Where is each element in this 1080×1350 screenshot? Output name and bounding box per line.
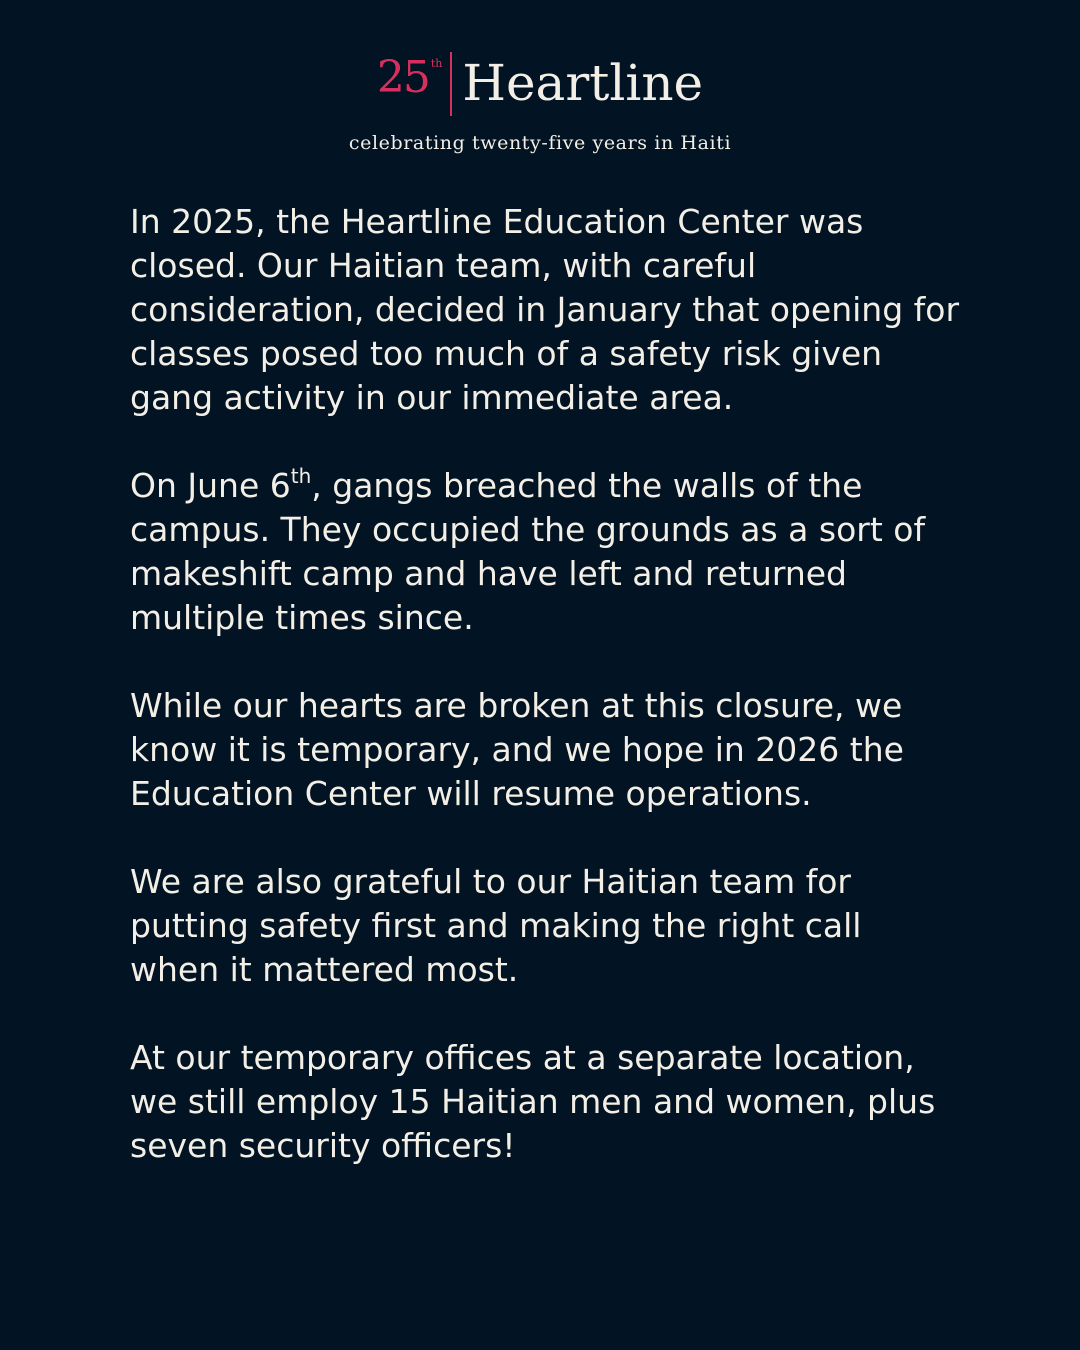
logo-tagline: celebrating twenty-five years in Haiti <box>348 132 732 154</box>
paragraph-breach <box>130 464 960 640</box>
date-ordinal-suffix: th <box>290 464 312 488</box>
logo <box>0 52 1080 154</box>
body-text <box>130 200 960 1212</box>
logo-divider <box>450 52 452 116</box>
logo-mark <box>377 52 703 122</box>
paragraph-offices: At our temporary offices at a separate location, we still employ 15 Haitian men and women, plus seven security officers! <box>130 1038 936 1165</box>
breach-detail-text: , gangs breached the walls of the campus. They occupied the grounds as a sort of makeshift camp and have left and returned multiple times since. <box>130 466 926 637</box>
paragraph-gratitude: We are also grateful to our Haitian team for putting safety first and making the right call when it mattered most. <box>130 862 862 989</box>
anniversary-number: 25 <box>376 52 429 103</box>
anniversary-suffix: th <box>430 57 443 70</box>
paragraph-hope: While our hearts are broken at this closure, we know it is temporary, and we hope in 2026 the Education Center will resume operations. <box>130 686 904 813</box>
breach-date-text: On June 6 <box>130 466 291 505</box>
paragraph-closure: In 2025, the Heartline Education Center was closed. Our Haitian team, with careful consideration, decided in January that opening for classes posed too much of a safety risk given gang activity in our immediate area. <box>130 202 960 417</box>
brand-name: Heartline <box>462 54 704 112</box>
